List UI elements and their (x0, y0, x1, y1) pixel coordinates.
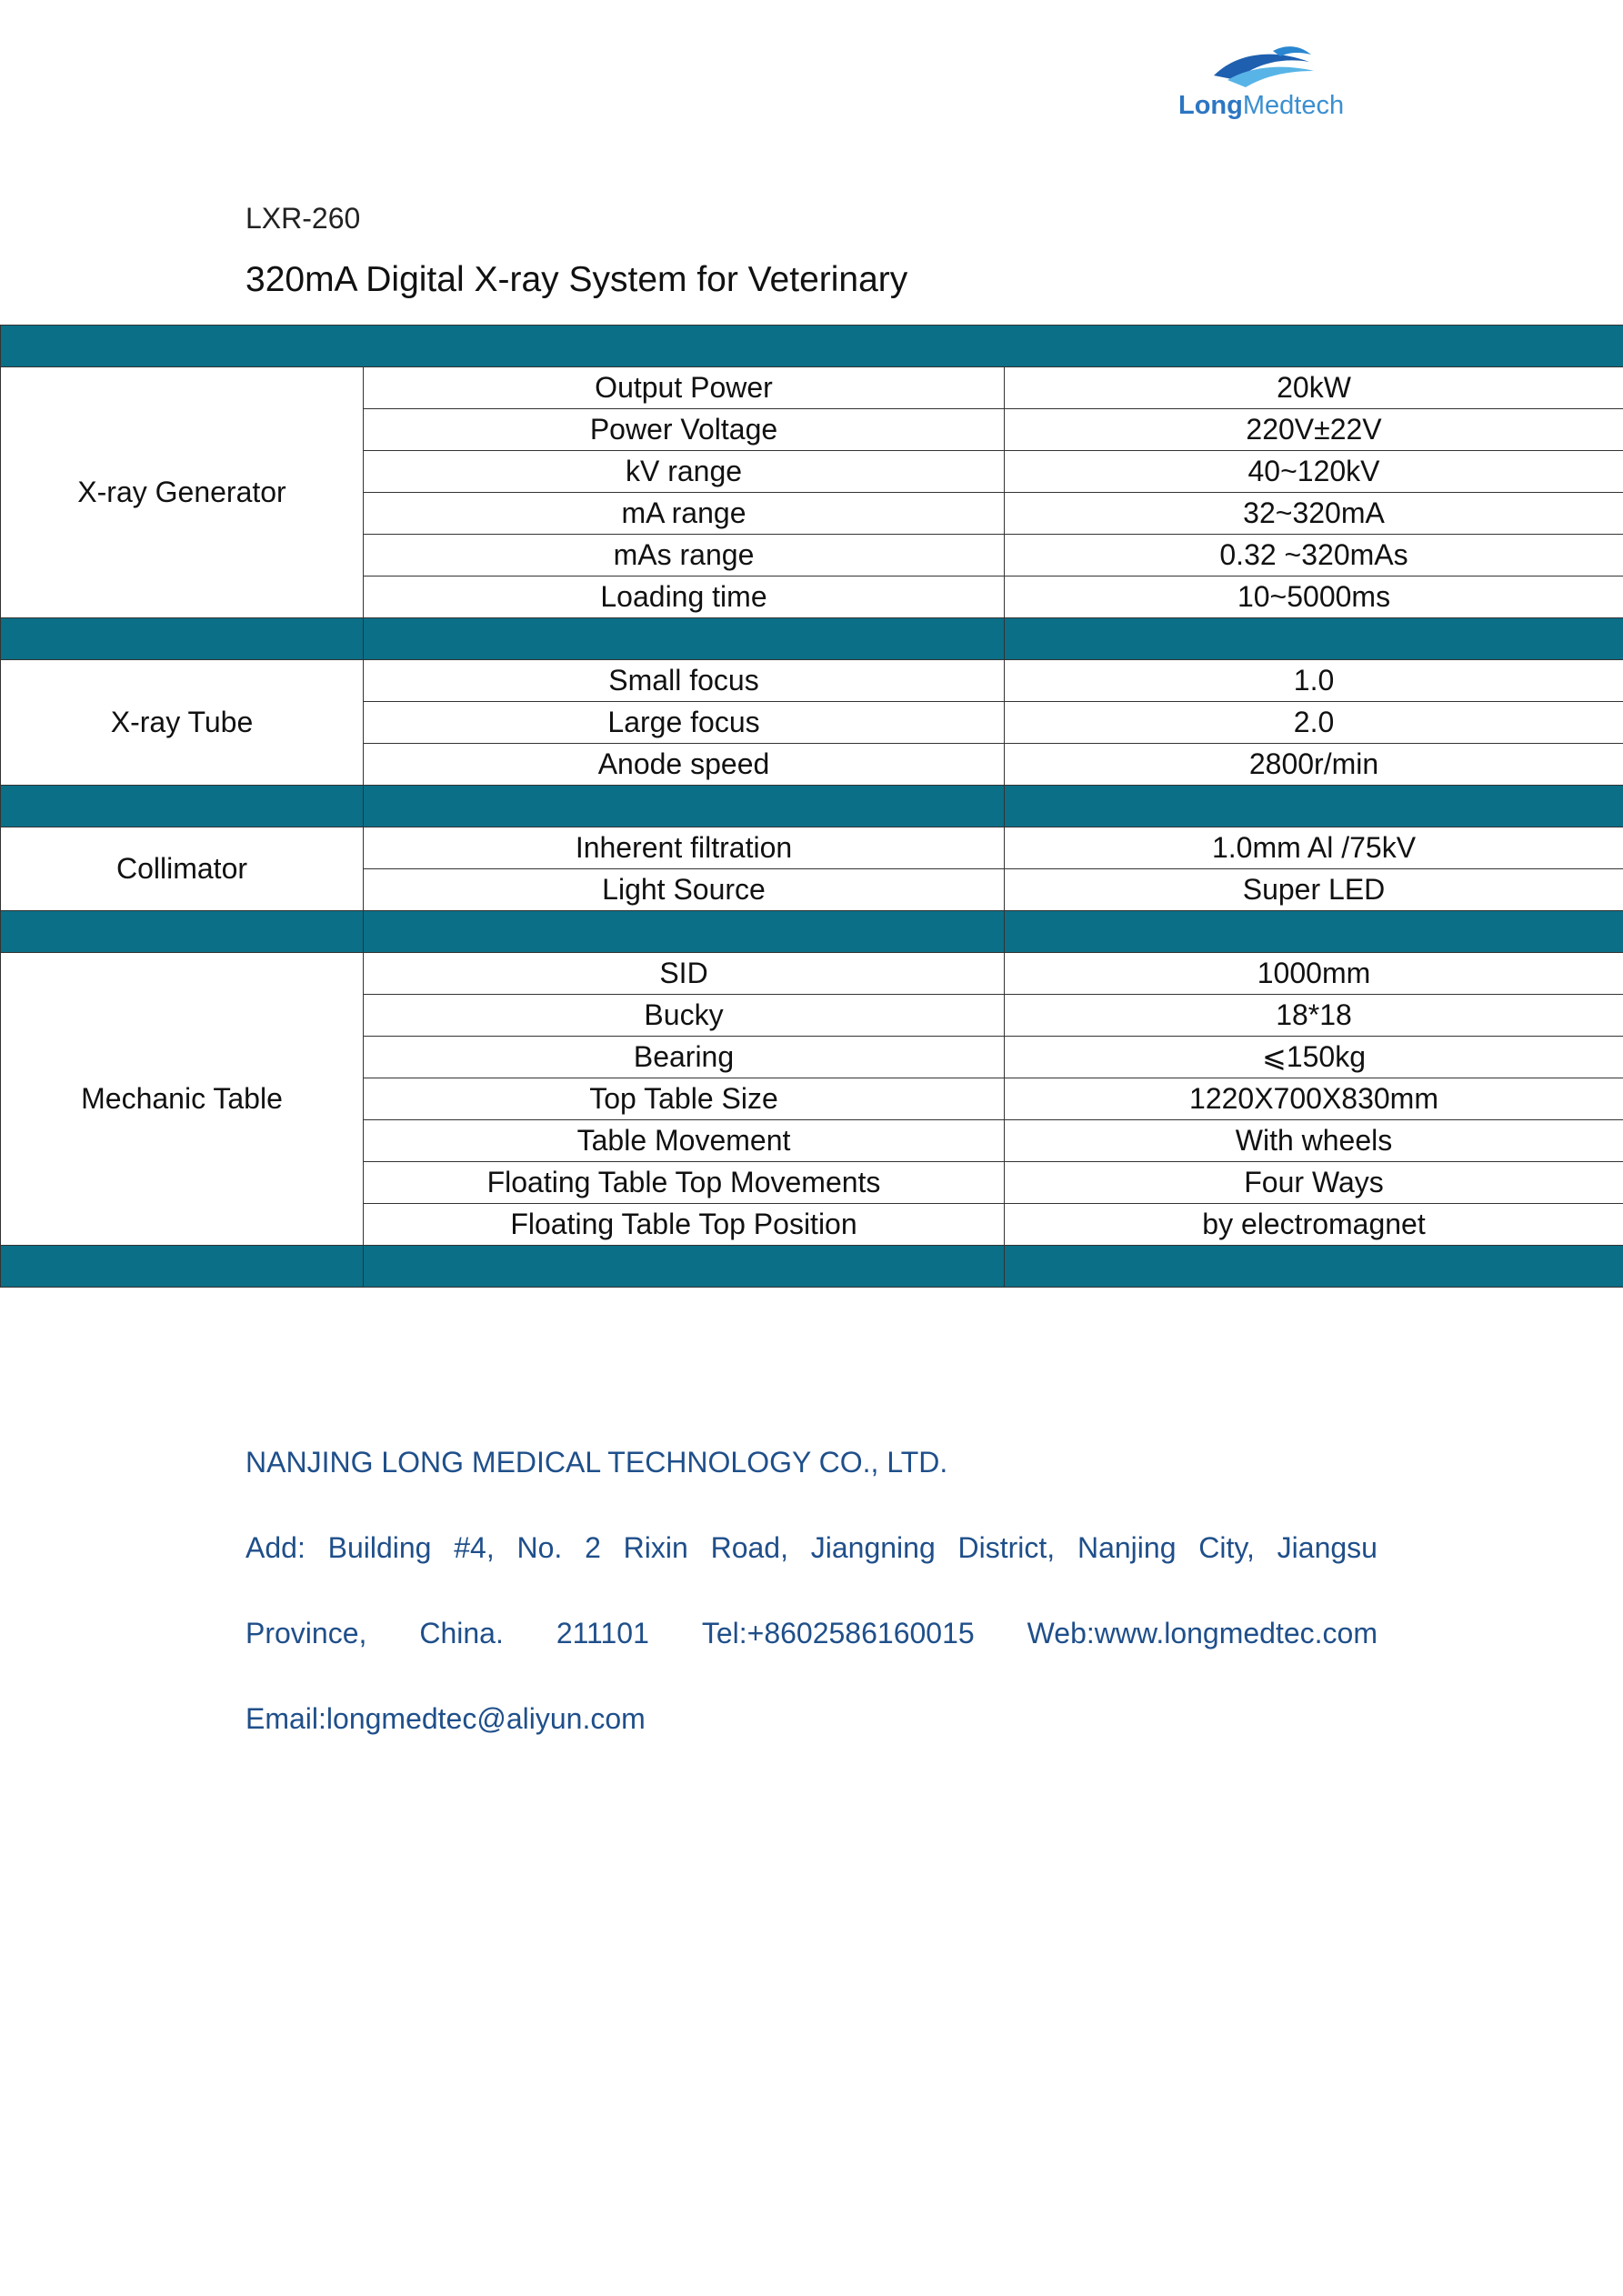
category-cell: Collimator (1, 827, 364, 911)
parameter-cell: Small focus (364, 660, 1005, 702)
address-word: Province, (245, 1617, 367, 1649)
value-cell: 32~320mA (1005, 493, 1623, 535)
category-cell: Mechanic Table (1, 953, 364, 1246)
address-line-2 (245, 1617, 1378, 1650)
address-line-1 (245, 1531, 1378, 1565)
address-word: No. (516, 1531, 563, 1564)
value-cell: Super LED (1005, 869, 1623, 911)
parameter-cell: Floating Table Top Movements (364, 1162, 1005, 1204)
table-row (1, 367, 1623, 409)
address-word: 211101 (556, 1617, 649, 1649)
category-cell: X-ray Tube (1, 660, 364, 786)
address-word: District, (957, 1531, 1056, 1564)
value-cell: 1220X700X830mm (1005, 1078, 1623, 1120)
value-cell: 18*18 (1005, 995, 1623, 1037)
address-word: Rixin (623, 1531, 688, 1564)
address-word: Jiangsu (1277, 1531, 1378, 1564)
parameter-cell: Table Movement (364, 1120, 1005, 1162)
value-cell: by electromagnet (1005, 1204, 1623, 1246)
parameter-cell: Bearing (364, 1037, 1005, 1078)
logo-wordmark (1178, 91, 1344, 121)
address-word: #4, (454, 1531, 495, 1564)
page-title: 320mA Digital X-ray System for Veterinary (245, 260, 908, 299)
value-cell: 40~120kV (1005, 451, 1623, 493)
value-cell: ⩽150kg (1005, 1037, 1623, 1078)
band-cell (1005, 1246, 1623, 1288)
address-word: Building (327, 1531, 432, 1564)
spec-table (0, 325, 1623, 1288)
band-cell (1, 786, 364, 827)
value-cell: 10~5000ms (1005, 577, 1623, 618)
section-band (1, 786, 1623, 827)
value-cell: 20kW (1005, 367, 1623, 409)
band-cell (364, 1246, 1005, 1288)
band-cell (1005, 911, 1623, 953)
section-band (1, 618, 1623, 660)
bird-wave-logo-icon (1209, 44, 1318, 89)
band-cell (1, 326, 1623, 367)
parameter-cell: Anode speed (364, 744, 1005, 786)
value-cell: 220V±22V (1005, 409, 1623, 451)
parameter-cell: Light Source (364, 869, 1005, 911)
band-cell (1005, 618, 1623, 660)
band-cell (1, 911, 364, 953)
value-cell: With wheels (1005, 1120, 1623, 1162)
logo-word-medtech: Medtech (1242, 91, 1345, 120)
band-cell (1005, 786, 1623, 827)
address-word: Nanjing (1077, 1531, 1177, 1564)
company-logo (1173, 44, 1373, 125)
table-row (1, 660, 1623, 702)
address-word: Add: (245, 1531, 306, 1564)
address-word: City, (1198, 1531, 1255, 1564)
value-cell: 1.0 (1005, 660, 1623, 702)
address-word: 2 (585, 1531, 601, 1564)
email: Email:longmedtec@aliyun.com (245, 1702, 646, 1735)
parameter-cell: Floating Table Top Position (364, 1204, 1005, 1246)
value-cell: 0.32 ~320mAs (1005, 535, 1623, 577)
band-cell (1, 1246, 364, 1288)
company-name: NANJING LONG MEDICAL TECHNOLOGY CO., LTD. (245, 1446, 948, 1479)
model-number: LXR-260 (245, 202, 361, 235)
address-word: Jiangning (810, 1531, 936, 1564)
address-word: Tel:+8602586160015 (701, 1617, 975, 1649)
parameter-cell: Power Voltage (364, 409, 1005, 451)
header-band (1, 326, 1623, 367)
category-cell: X-ray Generator (1, 367, 364, 618)
table-row (1, 953, 1623, 995)
parameter-cell: mA range (364, 493, 1005, 535)
parameter-cell: Bucky (364, 995, 1005, 1037)
value-cell: 1000mm (1005, 953, 1623, 995)
band-cell (1, 618, 364, 660)
value-cell: 2.0 (1005, 702, 1623, 744)
band-cell (364, 911, 1005, 953)
address-word: China. (419, 1617, 504, 1649)
table-row (1, 827, 1623, 869)
parameter-cell: kV range (364, 451, 1005, 493)
band-cell (364, 786, 1005, 827)
value-cell: Four Ways (1005, 1162, 1623, 1204)
parameter-cell: Output Power (364, 367, 1005, 409)
parameter-cell: Loading time (364, 577, 1005, 618)
parameter-cell: Large focus (364, 702, 1005, 744)
band-cell (364, 618, 1005, 660)
parameter-cell: SID (364, 953, 1005, 995)
value-cell: 1.0mm Al /75kV (1005, 827, 1623, 869)
section-band (1, 911, 1623, 953)
address-word: Road, (710, 1531, 788, 1564)
parameter-cell: Top Table Size (364, 1078, 1005, 1120)
logo-word-long: Long (1178, 91, 1243, 120)
value-cell: 2800r/min (1005, 744, 1623, 786)
section-band (1, 1246, 1623, 1288)
parameter-cell: mAs range (364, 535, 1005, 577)
address-word: Web:www.longmedtec.com (1027, 1617, 1378, 1649)
parameter-cell: Inherent filtration (364, 827, 1005, 869)
